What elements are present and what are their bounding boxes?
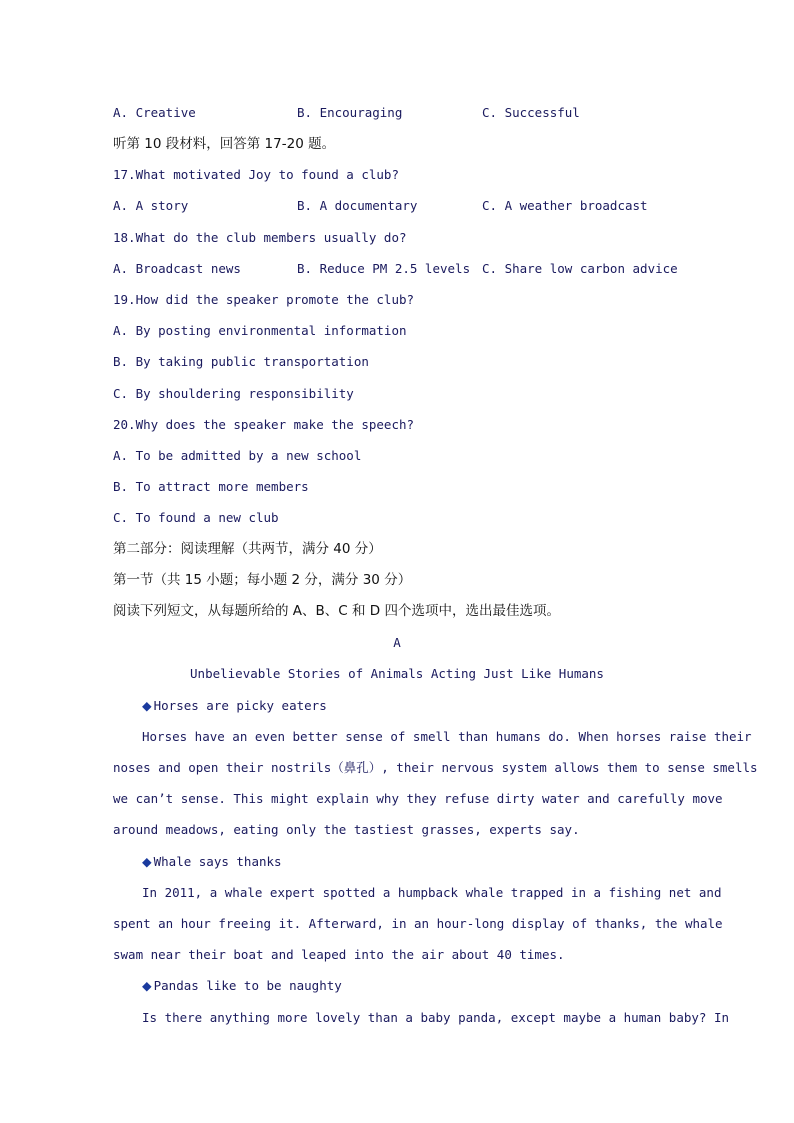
q20-option-b[interactable]: B. To attract more members xyxy=(113,479,309,494)
q17-option-a[interactable]: A. A story xyxy=(113,198,189,213)
q20-option-c[interactable]: C. To found a new club xyxy=(113,510,279,525)
section-heading-text: Horses are picky eaters xyxy=(153,698,327,713)
part2-title: 第二部分：阅读理解（共两节，满分 40 分） xyxy=(113,541,382,557)
paragraph-pandas xyxy=(113,1002,729,1033)
q17-option-c[interactable]: C. A weather broadcast xyxy=(482,198,648,213)
passage-title: Unbelievable Stories of Animals Acting Just Like Humans xyxy=(190,666,604,681)
section-heading-pandas xyxy=(142,978,342,994)
section-heading-horses xyxy=(142,698,327,714)
paragraph-line: Is there anything more lovely than a baby panda, except maybe a human baby? In xyxy=(142,1010,729,1025)
reading-instruction: 阅读下列短文，从每题所给的 A、B、C 和 D 四个选项中，选出最佳选项。 xyxy=(113,603,560,619)
paragraph-line: spent an hour freeing it. Afterward, in an hour-long display of thanks, the whale xyxy=(113,916,723,931)
diamond-bullet-icon: ◆ xyxy=(142,698,152,713)
paragraph-line: In 2011, a whale expert spotted a humpback whale trapped in a fishing net and xyxy=(142,885,722,900)
paragraph-line: we can’t sense. This might explain why they refuse dirty water and carefully move xyxy=(113,791,723,806)
q18-option-a[interactable]: A. Broadcast news xyxy=(113,261,241,276)
paragraph-whale xyxy=(113,877,723,970)
q17-option-b[interactable]: B. A documentary xyxy=(297,198,418,213)
paragraph-line: around meadows, eating only the tastiest grasses, experts say. xyxy=(113,822,580,837)
q19-option-c[interactable]: C. By shouldering responsibility xyxy=(113,386,354,401)
q16-option-c[interactable]: C. Successful xyxy=(482,105,580,120)
q20-option-a[interactable]: A. To be admitted by a new school xyxy=(113,448,362,463)
q19-option-a[interactable]: A. By posting environmental information xyxy=(113,323,407,338)
section-heading-text: Whale says thanks xyxy=(153,854,282,869)
paragraph-line: Horses have an even better sense of smell than humans do. When horses raise their xyxy=(142,729,752,744)
passage-letter: A xyxy=(393,635,401,650)
section10-instruction: 听第 10 段材料，回答第 17-20 题。 xyxy=(113,136,336,152)
q16-option-b[interactable]: B. Encouraging xyxy=(297,105,403,120)
q16-option-a[interactable]: A. Creative xyxy=(113,105,196,120)
q18-option-b[interactable]: B. Reduce PM 2.5 levels xyxy=(297,261,471,276)
section-heading-whale xyxy=(142,854,282,870)
q20-stem: 20.Why does the speaker make the speech? xyxy=(113,417,415,432)
paragraph-horses xyxy=(113,721,758,845)
paragraph-line: swam near their boat and leaped into the air about 40 times. xyxy=(113,947,565,962)
paragraph-line: noses and open their nostrils（鼻孔）, their nervous system allows them to sense smells xyxy=(113,760,758,775)
q19-stem: 19.How did the speaker promote the club? xyxy=(113,292,415,307)
q18-option-c[interactable]: C. Share low carbon advice xyxy=(482,261,678,276)
diamond-bullet-icon: ◆ xyxy=(142,854,152,869)
q17-stem: 17.What motivated Joy to found a club? xyxy=(113,167,399,182)
section1-title: 第一节（共 15 小题；每小题 2 分，满分 30 分） xyxy=(113,572,412,588)
section-heading-text: Pandas like to be naughty xyxy=(153,978,342,993)
diamond-bullet-icon: ◆ xyxy=(142,978,152,993)
q19-option-b[interactable]: B. By taking public transportation xyxy=(113,354,369,369)
q18-stem: 18.What do the club members usually do? xyxy=(113,230,407,245)
